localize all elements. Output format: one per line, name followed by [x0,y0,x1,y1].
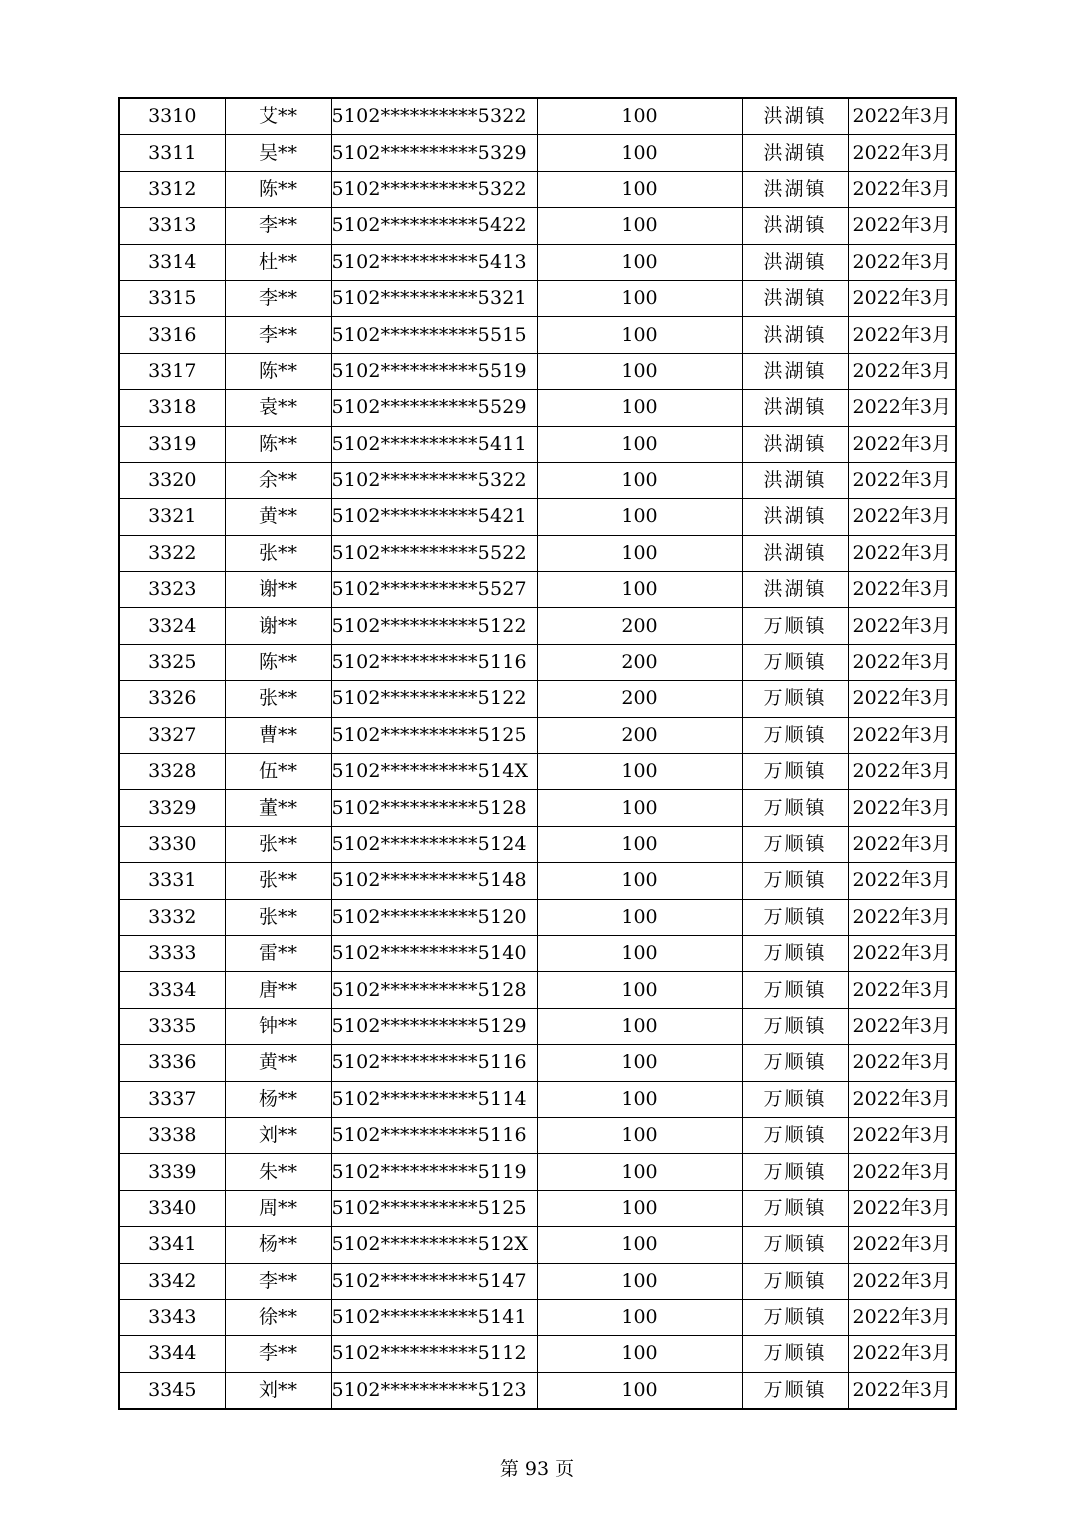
town-cell: 洪湖镇 [742,208,848,244]
id-number-cell: 5102**********5123 [331,1372,537,1409]
town-cell: 万顺镇 [742,1081,848,1117]
row-number-cell: 3311 [119,135,225,171]
town-cell: 万顺镇 [742,1227,848,1263]
date-cell: 2022年3月 [848,244,956,280]
table-row [119,1081,956,1117]
id-number-cell: 5102**********5148 [331,863,537,899]
date-cell: 2022年3月 [848,390,956,426]
town-cell: 万顺镇 [742,1008,848,1044]
town-cell: 洪湖镇 [742,390,848,426]
town-cell: 万顺镇 [742,608,848,644]
id-number-cell: 5102**********5125 [331,1190,537,1226]
table-row [119,717,956,753]
name-cell: 张** [225,826,331,862]
row-number-cell: 3317 [119,353,225,389]
date-cell: 2022年3月 [848,280,956,316]
name-cell: 张** [225,681,331,717]
town-cell: 万顺镇 [742,1372,848,1409]
name-cell: 李** [225,208,331,244]
name-cell: 徐** [225,1299,331,1335]
town-cell: 万顺镇 [742,1299,848,1335]
table-row [119,1336,956,1372]
town-cell: 万顺镇 [742,790,848,826]
table-row [119,572,956,608]
table-row [119,244,956,280]
town-cell: 万顺镇 [742,1263,848,1299]
date-cell: 2022年3月 [848,899,956,935]
amount-cell: 100 [537,754,742,790]
name-cell: 谢** [225,608,331,644]
name-cell: 陈** [225,353,331,389]
name-cell: 周** [225,1190,331,1226]
town-cell: 洪湖镇 [742,535,848,571]
table-row [119,1299,956,1335]
row-number-cell: 3319 [119,426,225,462]
table-row [119,644,956,680]
date-cell: 2022年3月 [848,1008,956,1044]
row-number-cell: 3324 [119,608,225,644]
town-cell: 洪湖镇 [742,317,848,353]
row-number-cell: 3340 [119,1190,225,1226]
town-cell: 万顺镇 [742,644,848,680]
id-number-cell: 5102**********5322 [331,98,537,135]
row-number-cell: 3314 [119,244,225,280]
table-row [119,935,956,971]
name-cell: 杨** [225,1227,331,1263]
id-number-cell: 5102**********5522 [331,535,537,571]
row-number-cell: 3321 [119,499,225,535]
amount-cell: 100 [537,935,742,971]
name-cell: 朱** [225,1154,331,1190]
date-cell: 2022年3月 [848,754,956,790]
date-cell: 2022年3月 [848,462,956,498]
date-cell: 2022年3月 [848,1081,956,1117]
name-cell: 杜** [225,244,331,280]
amount-cell: 100 [537,1336,742,1372]
table-row [119,390,956,426]
date-cell: 2022年3月 [848,644,956,680]
town-cell: 洪湖镇 [742,499,848,535]
name-cell: 张** [225,899,331,935]
amount-cell: 100 [537,899,742,935]
date-cell: 2022年3月 [848,717,956,753]
town-cell: 洪湖镇 [742,462,848,498]
id-number-cell: 5102**********5125 [331,717,537,753]
table-row [119,98,956,135]
table-row [119,499,956,535]
town-cell: 洪湖镇 [742,280,848,316]
id-number-cell: 5102**********5112 [331,1336,537,1372]
amount-cell: 100 [537,390,742,426]
amount-cell: 200 [537,608,742,644]
amount-cell: 100 [537,1372,742,1409]
row-number-cell: 3318 [119,390,225,426]
table-row [119,972,956,1008]
name-cell: 伍** [225,754,331,790]
row-number-cell: 3312 [119,171,225,207]
town-cell: 洪湖镇 [742,135,848,171]
id-number-cell: 5102**********5141 [331,1299,537,1335]
name-cell: 黄** [225,1045,331,1081]
town-cell: 洪湖镇 [742,171,848,207]
id-number-cell: 5102**********512X [331,1227,537,1263]
date-cell: 2022年3月 [848,1299,956,1335]
date-cell: 2022年3月 [848,1227,956,1263]
id-number-cell: 5102**********5124 [331,826,537,862]
date-cell: 2022年3月 [848,863,956,899]
name-cell: 黄** [225,499,331,535]
town-cell: 万顺镇 [742,1045,848,1081]
name-cell: 曹** [225,717,331,753]
amount-cell: 200 [537,717,742,753]
id-number-cell: 5102**********5116 [331,644,537,680]
amount-cell: 100 [537,1081,742,1117]
table-row [119,317,956,353]
town-cell: 万顺镇 [742,972,848,1008]
date-cell: 2022年3月 [848,535,956,571]
amount-cell: 100 [537,208,742,244]
table-row [119,863,956,899]
row-number-cell: 3327 [119,717,225,753]
id-number-cell: 5102**********5116 [331,1117,537,1153]
town-cell: 洪湖镇 [742,426,848,462]
table-row [119,1008,956,1044]
name-cell: 谢** [225,572,331,608]
date-cell: 2022年3月 [848,1263,956,1299]
date-cell: 2022年3月 [848,1336,956,1372]
id-number-cell: 5102**********5411 [331,426,537,462]
table-row [119,353,956,389]
table-row [119,1263,956,1299]
name-cell: 袁** [225,390,331,426]
id-number-cell: 5102**********5422 [331,208,537,244]
amount-cell: 100 [537,1154,742,1190]
row-number-cell: 3316 [119,317,225,353]
name-cell: 陈** [225,644,331,680]
name-cell: 陈** [225,426,331,462]
id-number-cell: 5102**********5129 [331,1008,537,1044]
amount-cell: 100 [537,790,742,826]
row-number-cell: 3333 [119,935,225,971]
name-cell: 陈** [225,171,331,207]
id-number-cell: 5102**********5329 [331,135,537,171]
table-row [119,171,956,207]
name-cell: 刘** [225,1117,331,1153]
town-cell: 万顺镇 [742,754,848,790]
name-cell: 张** [225,863,331,899]
name-cell: 钟** [225,1008,331,1044]
amount-cell: 100 [537,1008,742,1044]
date-cell: 2022年3月 [848,790,956,826]
row-number-cell: 3332 [119,899,225,935]
row-number-cell: 3330 [119,826,225,862]
name-cell: 李** [225,1336,331,1372]
name-cell: 董** [225,790,331,826]
row-number-cell: 3322 [119,535,225,571]
table-row [119,1117,956,1153]
row-number-cell: 3334 [119,972,225,1008]
name-cell: 唐** [225,972,331,1008]
table-row [119,208,956,244]
date-cell: 2022年3月 [848,1190,956,1226]
amount-cell: 100 [537,280,742,316]
town-cell: 万顺镇 [742,899,848,935]
table-row [119,826,956,862]
id-number-cell: 5102**********5122 [331,681,537,717]
amount-cell: 100 [537,317,742,353]
id-number-cell: 5102**********5128 [331,790,537,826]
amount-cell: 100 [537,1227,742,1263]
row-number-cell: 3331 [119,863,225,899]
table-row [119,1045,956,1081]
id-number-cell: 5102**********5413 [331,244,537,280]
name-cell: 李** [225,1263,331,1299]
id-number-cell: 5102**********5321 [331,280,537,316]
table-row [119,535,956,571]
table-row [119,462,956,498]
amount-cell: 200 [537,681,742,717]
name-cell: 张** [225,535,331,571]
town-cell: 万顺镇 [742,1154,848,1190]
row-number-cell: 3345 [119,1372,225,1409]
town-cell: 万顺镇 [742,1336,848,1372]
name-cell: 艾** [225,98,331,135]
id-number-cell: 5102**********5116 [331,1045,537,1081]
id-number-cell: 5102**********5527 [331,572,537,608]
row-number-cell: 3329 [119,790,225,826]
table-row [119,1190,956,1226]
amount-cell: 100 [537,1190,742,1226]
date-cell: 2022年3月 [848,353,956,389]
id-number-cell: 5102**********5322 [331,171,537,207]
town-cell: 万顺镇 [742,826,848,862]
town-cell: 万顺镇 [742,1117,848,1153]
row-number-cell: 3343 [119,1299,225,1335]
date-cell: 2022年3月 [848,681,956,717]
row-number-cell: 3338 [119,1117,225,1153]
amount-cell: 100 [537,171,742,207]
amount-cell: 100 [537,462,742,498]
date-cell: 2022年3月 [848,426,956,462]
town-cell: 洪湖镇 [742,98,848,135]
page-number: 第 93 页 [499,1458,575,1480]
amount-cell: 100 [537,535,742,571]
id-number-cell: 5102**********5529 [331,390,537,426]
date-cell: 2022年3月 [848,135,956,171]
row-number-cell: 3336 [119,1045,225,1081]
id-number-cell: 5102**********514X [331,754,537,790]
date-cell: 2022年3月 [848,608,956,644]
amount-cell: 100 [537,98,742,135]
table-row [119,1372,956,1409]
id-number-cell: 5102**********5519 [331,353,537,389]
date-cell: 2022年3月 [848,572,956,608]
row-number-cell: 3320 [119,462,225,498]
row-number-cell: 3325 [119,644,225,680]
row-number-cell: 3315 [119,280,225,316]
town-cell: 洪湖镇 [742,572,848,608]
id-number-cell: 5102**********5122 [331,608,537,644]
name-cell: 刘** [225,1372,331,1409]
row-number-cell: 3326 [119,681,225,717]
town-cell: 万顺镇 [742,1190,848,1226]
table-row [119,899,956,935]
town-cell: 万顺镇 [742,717,848,753]
row-number-cell: 3328 [119,754,225,790]
name-cell: 李** [225,317,331,353]
row-number-cell: 3335 [119,1008,225,1044]
id-number-cell: 5102**********5140 [331,935,537,971]
id-number-cell: 5102**********5421 [331,499,537,535]
table-row [119,754,956,790]
amount-cell: 100 [537,244,742,280]
id-number-cell: 5102**********5322 [331,462,537,498]
row-number-cell: 3323 [119,572,225,608]
town-cell: 洪湖镇 [742,353,848,389]
amount-cell: 100 [537,1263,742,1299]
row-number-cell: 3337 [119,1081,225,1117]
id-number-cell: 5102**********5119 [331,1154,537,1190]
table-row [119,681,956,717]
name-cell: 李** [225,280,331,316]
amount-cell: 100 [537,499,742,535]
amount-cell: 100 [537,826,742,862]
id-number-cell: 5102**********5147 [331,1263,537,1299]
amount-cell: 200 [537,644,742,680]
amount-cell: 100 [537,863,742,899]
row-number-cell: 3313 [119,208,225,244]
date-cell: 2022年3月 [848,1117,956,1153]
id-number-cell: 5102**********5114 [331,1081,537,1117]
date-cell: 2022年3月 [848,1154,956,1190]
date-cell: 2022年3月 [848,208,956,244]
roster-table [118,97,957,1410]
row-number-cell: 3341 [119,1227,225,1263]
amount-cell: 100 [537,572,742,608]
row-number-cell: 3339 [119,1154,225,1190]
roster-table-body [119,98,956,1409]
date-cell: 2022年3月 [848,1372,956,1409]
amount-cell: 100 [537,353,742,389]
date-cell: 2022年3月 [848,499,956,535]
row-number-cell: 3310 [119,98,225,135]
id-number-cell: 5102**********5515 [331,317,537,353]
amount-cell: 100 [537,1117,742,1153]
table-row [119,608,956,644]
town-cell: 万顺镇 [742,863,848,899]
table-row [119,1227,956,1263]
date-cell: 2022年3月 [848,1045,956,1081]
id-number-cell: 5102**********5128 [331,972,537,1008]
name-cell: 吴** [225,135,331,171]
date-cell: 2022年3月 [848,826,956,862]
name-cell: 余** [225,462,331,498]
table-row [119,426,956,462]
amount-cell: 100 [537,972,742,1008]
date-cell: 2022年3月 [848,98,956,135]
table-row [119,1154,956,1190]
table-row [119,790,956,826]
date-cell: 2022年3月 [848,317,956,353]
id-number-cell: 5102**********5120 [331,899,537,935]
date-cell: 2022年3月 [848,972,956,1008]
name-cell: 雷** [225,935,331,971]
table-row [119,280,956,316]
town-cell: 万顺镇 [742,935,848,971]
amount-cell: 100 [537,1299,742,1335]
date-cell: 2022年3月 [848,935,956,971]
date-cell: 2022年3月 [848,171,956,207]
amount-cell: 100 [537,426,742,462]
row-number-cell: 3342 [119,1263,225,1299]
row-number-cell: 3344 [119,1336,225,1372]
town-cell: 洪湖镇 [742,244,848,280]
name-cell: 杨** [225,1081,331,1117]
amount-cell: 100 [537,1045,742,1081]
town-cell: 万顺镇 [742,681,848,717]
amount-cell: 100 [537,135,742,171]
table-row [119,135,956,171]
